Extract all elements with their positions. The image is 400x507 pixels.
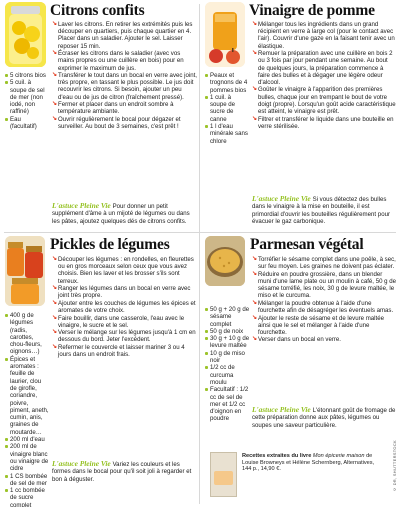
ingredient-item: 50 g de noix <box>205 328 251 335</box>
step-item: ↘ Filtrer et transférer le liquide dans une bouteille en verre stérilisée. <box>252 116 396 130</box>
astuce-label: L'astuce Pleine Vie <box>252 194 313 203</box>
ingredient-item: 200 ml de vinaigre blanc ou vinaigre de cidre <box>5 443 49 472</box>
step-item: ↘ Fermer et placer dans un endroit sombre à température ambiante. <box>52 101 197 115</box>
row-divider <box>4 232 396 233</box>
astuce-text: L'étonnant goût de fromage de cette préparation donne aux pâtes, légumes ou soupes une saveur particulière. <box>252 407 396 429</box>
recipe-title: Citrons confits <box>50 2 145 19</box>
recipe-card-vinaigre <box>200 0 400 232</box>
astuce-label: L'astuce Pleine Vie <box>252 405 313 414</box>
step-item: ↘ Ajouter le reste de sésame et de levure maltée ainsi que le sel et mélanger à l'aide d'une fourchette. <box>252 315 397 337</box>
step-item: ↘ Faire bouillir, dans une casserole, l'eau avec le vinaigre, le sucre et le sel. <box>52 315 197 329</box>
ingredient-item: 1 CS bombée de sel de mer <box>5 473 49 488</box>
astuce-label: L'astuce Pleine Vie <box>52 459 113 468</box>
ingredients-list <box>205 306 251 423</box>
step-item: ↘ Verser dans un bocal en verre. <box>252 336 397 343</box>
step-item: ↘ Ranger les légumes dans un bocal en verre avec joint très propre. <box>52 285 197 299</box>
astuce-label: L'astuce Pleine Vie <box>52 201 113 210</box>
step-item: ↘ Refermer le couvercle et laisser mariner 3 ou 4 jours dans un endroit frais. <box>52 344 197 358</box>
step-item: ↘ Verser le mélange sur les légumes jusqu'à 1 cm en dessous du bord. Jeter l'excédent. <box>52 329 197 343</box>
step-item: ↘ Laver les citrons. En retirer les extrémités puis les découper en quartiers, puis chaque quartier en 4. Placer dans un saladier. Ajouter le sel. Laisser reposer 15 min. <box>52 21 197 50</box>
recipe-title: Vinaigre de pomme <box>249 2 375 19</box>
ingredient-item: 1 cc bombée de sucre complet <box>5 487 49 507</box>
credit-rest: de Louise Browneys et Hélène Schernberg, Alternatives, 144 p., 14,90 €. <box>242 453 375 473</box>
ingredient-item: 1 cuil. à soupe de sucre de canne <box>205 94 249 123</box>
ingredient-item: 50 g + 20 g de sésame complet <box>205 306 251 328</box>
ingredient-item: 1/2 cc de curcuma moulu <box>205 364 251 386</box>
pickles-jars-photo <box>5 236 45 306</box>
recipe-title: Pickles de légumes <box>50 236 170 253</box>
astuce-text: Si vous détectez des bulles dans le vinaigre à la mise en bouteille, il est primordial d'ouvrir les bouteilles régulièrement pour évacuer le gaz carbonique. <box>252 196 390 225</box>
step-item: ↘ Mélanger tous les ingrédients dans un grand récipient en verre à large col (pour le contact avec l'air). Couvrir d'une gaze en la faisant tenir avec un élastique. <box>252 21 396 50</box>
ingredient-item: 1 l d'eau minérale sans chlore <box>205 123 249 145</box>
ingredients-list <box>5 312 49 507</box>
ingredient-item: Eau (facultatif) <box>5 116 49 131</box>
parmesan-bowl-photo <box>205 236 245 286</box>
step-item: ↘ Goûter le vinaigre à l'apparition des premières bulles, chaque jour en trempant le bout de votre doigt (propre). Lorsqu'un goût acide caractéristique est atteint, le vinaigre est prêt. <box>252 86 396 115</box>
step-item: ↘ Ouvrir régulièrement le bocal pour dégazer et surveiller. Au bout de 3 semaines, c'est prêt ! <box>52 116 197 130</box>
column-divider <box>199 4 200 504</box>
ingredient-item: Épices et aromates : feuille de laurier, clou de girofle, coriandre, poivre, piment, aneth, cumin, anis, graines de moutarde… <box>5 356 49 436</box>
ingredient-item: 10 g de miso noir <box>205 350 251 365</box>
apple-vinegar-photo <box>205 2 245 67</box>
book-cover-image <box>210 452 237 497</box>
step-item: ↘ Ajouter entre les couches de légumes les épices et aromates de votre choix. <box>52 300 197 314</box>
recipe-title: Parmesan végétal <box>250 236 364 253</box>
step-item: ↘ Torréfier le sésame complet dans une poêle, à sec, sur feu moyen. Les graines ne doivent pas éclater. <box>252 256 397 270</box>
astuce-box <box>252 406 397 429</box>
astuce-box <box>52 202 197 225</box>
credit-head: Recettes extraites du livre <box>242 453 313 459</box>
ingredient-item: Facultatif : 1/2 cc de sel de mer et 1/2 cc d'oignon en poudre <box>205 386 251 422</box>
steps-list <box>52 21 197 131</box>
steps-list <box>252 256 397 344</box>
book-cover-illustration <box>214 471 233 485</box>
ingredient-item: 5 cuil. à soupe de sel de mer (non iodé, non raffiné) <box>5 79 49 115</box>
recipe-card-citrons <box>0 0 200 232</box>
step-item: ↘ Découper les légumes : en rondelles, en fleurettes ou en gros morceaux selon ceux que vous avez choisis. Bien les laver et les brosser s'ils sont terreux. <box>52 256 197 285</box>
steps-list <box>252 21 396 130</box>
ingredient-item: 30 g + 10 g de levure maltée <box>205 335 251 350</box>
astuce-text: Variez les couleurs et les formes dans le bocal pour qu'il soit joli à regarder et bon à déguster. <box>52 461 192 483</box>
ingredient-item: 200 ml d'eau <box>5 436 49 443</box>
step-item: ↘ Écraser les citrons dans le saladier (avec vos mains propres ou une cuillère en bois) pour en exprimer le maximum de jus. <box>52 50 197 72</box>
step-item: ↘ Réduire en poudre grossière, dans un blender muni d'une lame plate ou un moulin à café, 50 g de sésame torréfié, les noix, 30 g de levure maltée, le miso et le curcuma. <box>252 271 397 300</box>
step-item: ↘ Remuer la préparation avec une cuillère en bois 2 ou 3 fois par jour pendant une semaine. Au bout de quelques jours, la préparation commence à faire des bulles et à dégager une légère odeur d'alcool. <box>252 50 396 86</box>
ingredient-item: 400 g de légumes (radis, carottes, chou-fleurs, oignons…) <box>5 312 49 356</box>
ingredient-item: 5 citrons bios <box>5 72 49 79</box>
step-item: ↘ Mélanger la poudre obtenue à l'aide d'une fourchette afin de désagréger les éventuels amas. <box>252 300 397 314</box>
photo-credit: © DR, SHUTTERSTOCK <box>392 440 397 493</box>
steps-list <box>52 256 197 359</box>
ingredient-item: Peaux et trognons de 4 pommes bios <box>205 72 249 94</box>
ingredients-list <box>5 72 49 130</box>
step-item: ↘ Transférer le tout dans un bocal en verre avec joint, très propre, en tassant le plus possible. Le jus doit recouvrir les citrons. Si besoin, ajouter un peu d'eau ou de jus de citron (fraîchement pressé). <box>52 72 197 101</box>
book-credit <box>242 453 382 473</box>
astuce-box <box>252 195 396 225</box>
astuce-box <box>52 460 197 483</box>
astuce-text: Pour donner un petit supplément d'âme à un mijoté de légumes ou dans les pâtes, ajoutez quelques dés de citrons confits. <box>52 203 190 225</box>
lemon-jar-photo <box>5 2 46 67</box>
credit-book-title: Mon épicerie maison <box>312 453 367 459</box>
recipe-card-pickles <box>0 233 200 507</box>
ingredients-list <box>205 72 249 145</box>
